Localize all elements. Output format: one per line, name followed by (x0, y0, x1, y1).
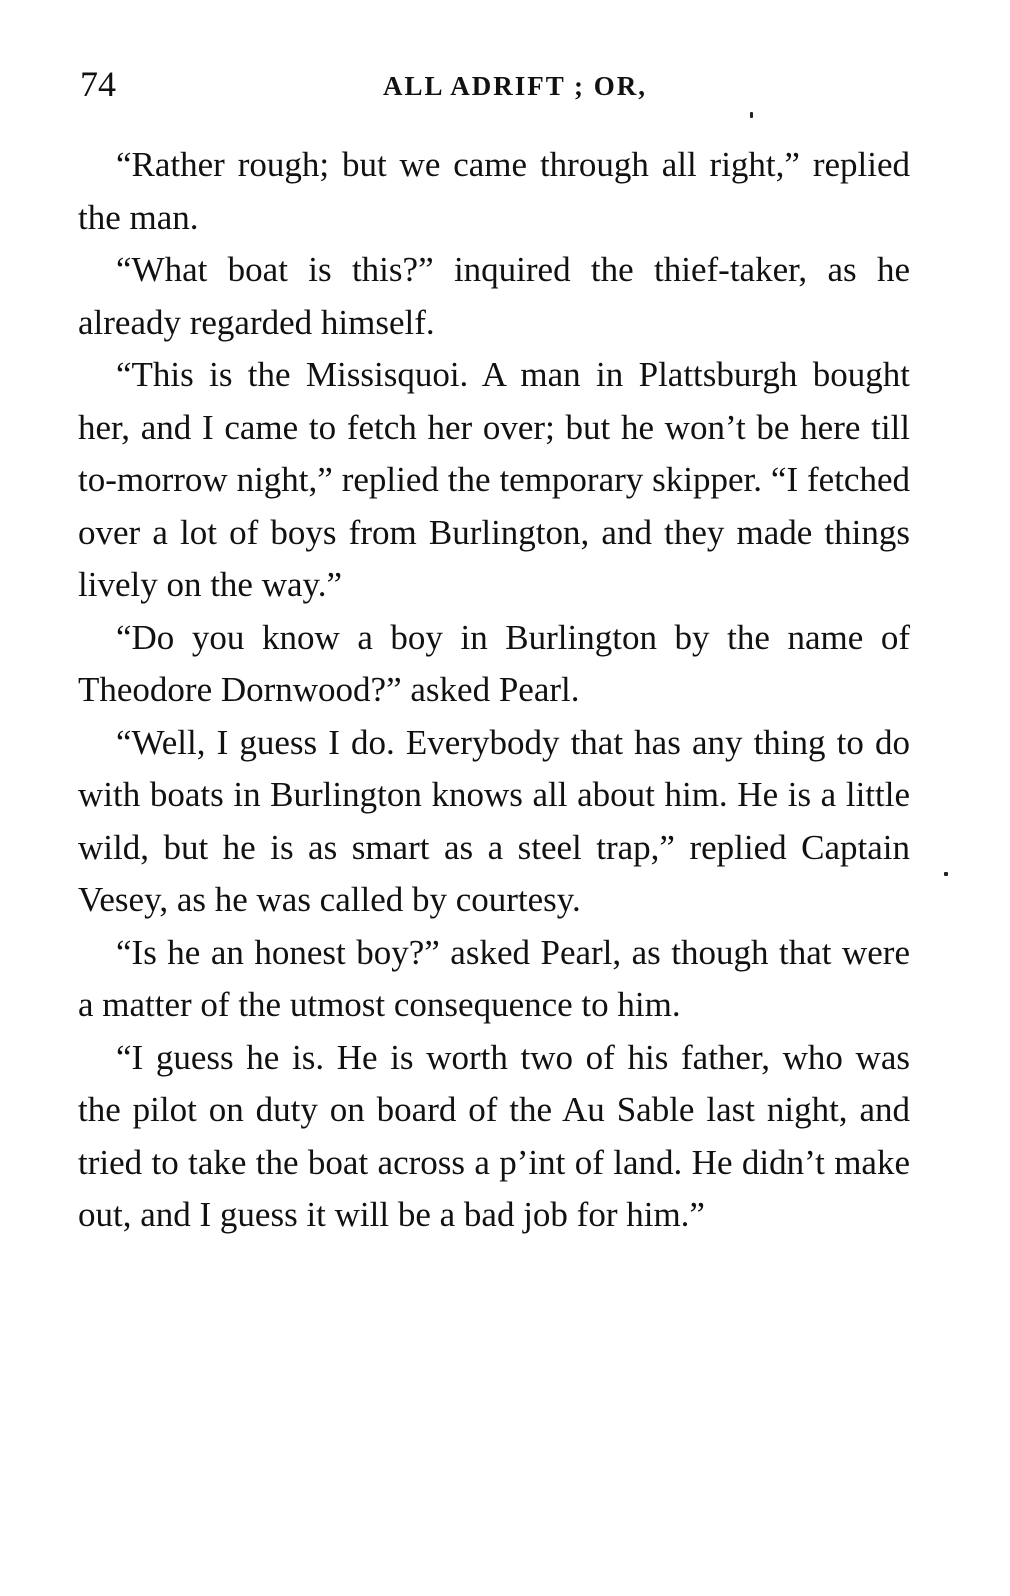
body-text (78, 139, 910, 1242)
paragraph: “Well, I guess I do. Everybody that has any thing to do with boats in Burlington knows all about him. He is a little wild, but he is as smart as a steel trap,” replied Captain Vesey, as he was called by courtesy. (78, 722, 910, 919)
page-number: 74 (80, 64, 116, 104)
print-speck (750, 112, 753, 118)
paragraph: “Is he an honest boy?” asked Pearl, as though that were a matter of the utmost consequence to him. (78, 932, 910, 1024)
paragraph: “Do you know a boy in Burlington by the name of Theodore Dornwood?” asked Pearl. (78, 617, 910, 709)
running-head (80, 62, 910, 112)
paragraph: “This is the Missisquoi. A man in Plattsburgh bought her, and I came to fetch her over; but he won’t be here till to-morrow night,” replied the temporary skipper. “I fetched over a lot of boys from Burlington, and they made things lively on the way.” (78, 355, 910, 604)
paragraph: “Rather rough; but we came through all right,” replied the man. (78, 145, 910, 237)
paragraph: “What boat is this?” inquired the thief-taker, as he already regarded himself. (78, 250, 910, 342)
paragraph: “I guess he is. He is worth two of his father, who was the pilot on duty on board of the Au Sable last night, and tried to take the boat across a p’int of land. He didn’t make out, and I guess it will be a bad job for him.” (78, 1037, 910, 1234)
print-speck (944, 872, 948, 876)
running-title: ALL ADRIFT ; OR, (382, 71, 648, 101)
